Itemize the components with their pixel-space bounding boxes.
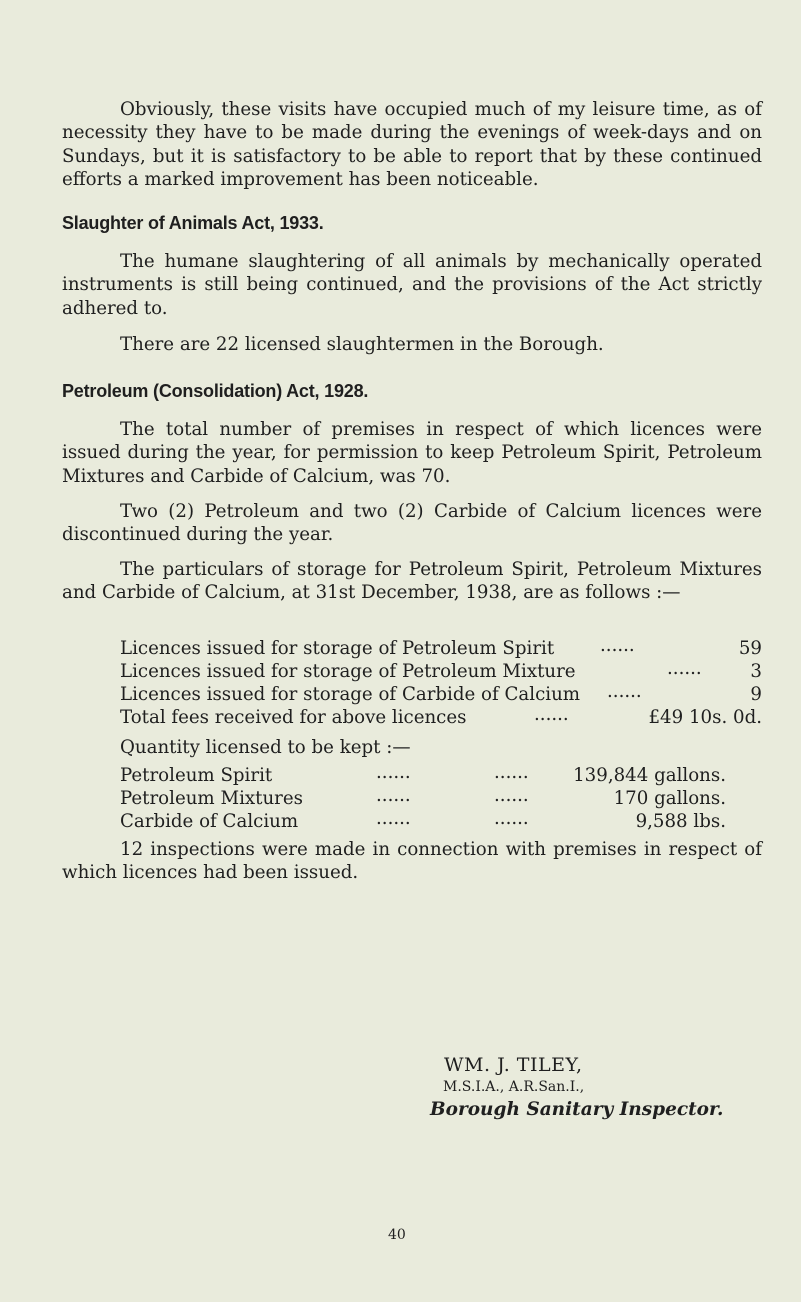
intro-paragraph: Obviously, these visits have occupied much of my leisure time, as of necessity they have to be made during the evenings of week-days and on Sundays, but it is satisfactory to be able to report that by these continued efforts a marked improvement has been noticeable.: [62, 99, 762, 191]
licence-leader-dots: ......: [534, 704, 569, 725]
licence-leader-dots: ......: [600, 635, 635, 656]
slaughter-paragraph-2: There are 22 licensed slaughtermen in the Borough.: [120, 334, 604, 355]
licence-label: Licences issued for storage of Carbide of Calcium: [120, 684, 581, 705]
quantity-label: Petroleum Mixtures: [120, 788, 303, 809]
quantity-leader-dots: ......: [494, 808, 529, 829]
quantity-value: 170 gallons.: [613, 788, 726, 809]
quantity-leader-dots: ......: [494, 762, 529, 783]
quantity-heading: Quantity licensed to be kept :—: [120, 737, 411, 758]
petroleum-act-heading: Petroleum (Consolidation) Act, 1928.: [62, 381, 369, 401]
licence-leader-dots: ......: [607, 681, 642, 702]
licence-row: [120, 683, 762, 706]
licence-row: [120, 637, 762, 660]
quantity-row: [120, 764, 740, 787]
quantity-leader-dots: ......: [494, 785, 529, 806]
quantity-value: 139,844 gallons.: [573, 765, 726, 786]
quantity-leader-dots: ......: [376, 785, 411, 806]
signature-name: WM. J. TILEY,: [444, 1054, 583, 1076]
quantity-row: [120, 810, 740, 833]
page-number: 40: [388, 1227, 406, 1243]
petroleum-paragraph-1: The total number of premises in respect of which licences were issued during the year, for permission to keep Petroleum Spirit, Petroleum Mixtures and Carbide of Calcium, was 70.: [62, 419, 762, 487]
quantity-value: 9,588 lbs.: [635, 811, 726, 832]
quantity-label: Petroleum Spirit: [120, 765, 273, 786]
petroleum-paragraph-4: 12 inspections were made in connection with premises in respect of which licences had been issued.: [62, 839, 762, 884]
signature-title: Borough Sanitary Inspector.: [430, 1099, 724, 1120]
slaughter-paragraph-1: The humane slaughtering of all animals by mechanically operated instruments is still being continued, and the provisions of the Act strictly adhered to.: [62, 251, 762, 319]
quantity-row: [120, 787, 740, 810]
licence-label: Total fees received for above licences: [120, 707, 467, 728]
quantity-label: Carbide of Calcium: [120, 811, 299, 832]
licence-leader-dots: ......: [667, 658, 702, 679]
licence-row: [120, 660, 762, 683]
licence-label: Licences issued for storage of Petroleum Mixture: [120, 661, 576, 682]
licence-row: [120, 706, 762, 729]
licence-value: 59: [738, 638, 762, 659]
quantity-leader-dots: ......: [376, 808, 411, 829]
slaughter-act-heading: Slaughter of Animals Act, 1933.: [62, 213, 324, 233]
licence-value: 9: [750, 684, 762, 705]
quantity-leader-dots: ......: [376, 762, 411, 783]
signature-qualifications: M.S.I.A., A.R.San.I.,: [443, 1079, 585, 1095]
licence-label: Licences issued for storage of Petroleum Spirit: [120, 638, 555, 659]
licence-value: £49 10s. 0d.: [648, 707, 762, 728]
petroleum-paragraph-2: Two (2) Petroleum and two (2) Carbide of Calcium licences were discontinued during the year.: [62, 501, 762, 546]
licence-value: 3: [750, 661, 762, 682]
petroleum-paragraph-3: The particulars of storage for Petroleum Spirit, Petroleum Mixtures and Carbide of Calcium, at 31st December, 1938, are as follows :—: [62, 559, 762, 604]
